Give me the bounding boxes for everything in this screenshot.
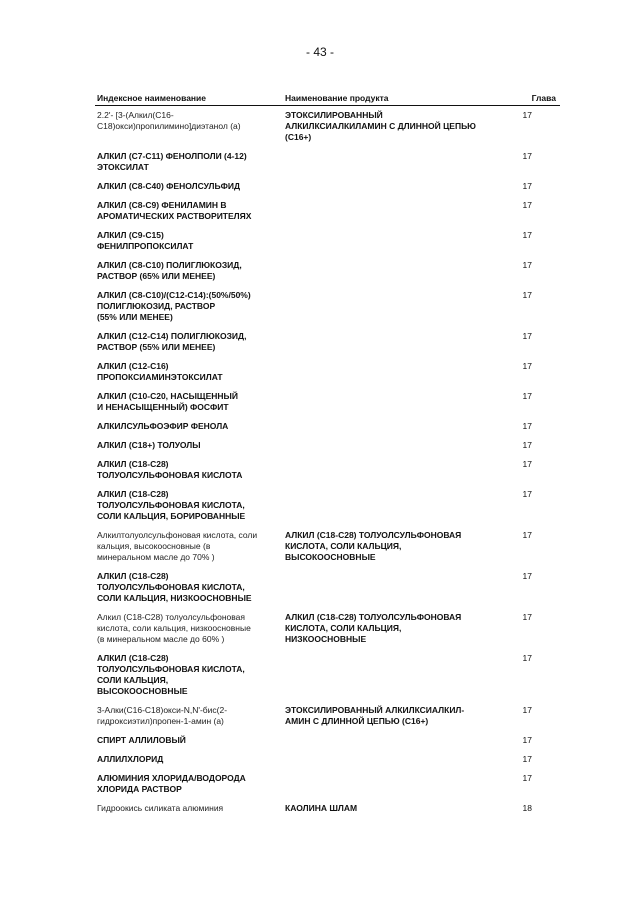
table-row bbox=[95, 803, 560, 822]
index-name-line: 3-Алки(С16-С18)окси-N,N'-бис(2- bbox=[97, 705, 228, 715]
product-name-line: ВЫСОКООСНОВНЫЕ bbox=[285, 552, 376, 562]
table-row bbox=[95, 754, 560, 773]
index-name-cell bbox=[97, 489, 277, 522]
index-name-line: минеральном масле до 70% ) bbox=[97, 552, 215, 562]
index-name-line: ТОЛУОЛСУЛЬФОНОВАЯ КИСЛОТА, bbox=[97, 582, 245, 592]
index-name-cell bbox=[97, 181, 277, 192]
product-name-line: ЭТОКСИЛИРОВАННЫЙ АЛКИЛКСИАЛКИЛ- bbox=[285, 705, 465, 715]
table-body bbox=[95, 110, 560, 822]
chapter-cell: 17 bbox=[522, 530, 532, 540]
table-row bbox=[95, 260, 560, 290]
index-name-cell bbox=[97, 361, 277, 383]
product-name-line: НИЗКООСНОВНЫЕ bbox=[285, 634, 367, 644]
product-name-cell bbox=[285, 530, 495, 563]
chapter-cell: 17 bbox=[522, 489, 532, 499]
index-name-line: кальция, высокоосновные (в bbox=[97, 541, 211, 551]
product-name-cell bbox=[285, 110, 495, 143]
chapter-cell: 17 bbox=[522, 440, 532, 450]
chapter-cell: 17 bbox=[522, 421, 532, 431]
index-name-line: АЛКИЛ (С9-С15) bbox=[97, 230, 164, 240]
chapter-cell: 17 bbox=[522, 773, 532, 783]
product-name-cell bbox=[285, 803, 495, 814]
index-name-cell bbox=[97, 440, 277, 451]
index-name-line: 2.2'- [3-(Алкил(С16- bbox=[97, 110, 174, 120]
index-name-line: АЛКИЛ (С8-С10) ПОЛИГЛЮКОЗИД, bbox=[97, 260, 242, 270]
index-name-cell bbox=[97, 773, 277, 795]
index-name-cell bbox=[97, 260, 277, 282]
table-row bbox=[95, 440, 560, 459]
table-row bbox=[95, 459, 560, 489]
index-name-line: РАСТВОР (55% ИЛИ МЕНЕЕ) bbox=[97, 342, 216, 352]
chapter-cell: 17 bbox=[522, 391, 532, 401]
index-name-line: СОЛИ КАЛЬЦИЯ, bbox=[97, 675, 169, 685]
index-name-line: АЛКИЛ (С10-С20, НАСЫЩЕННЫЙ bbox=[97, 391, 238, 401]
index-name-line: Гидроокись силиката алюминия bbox=[97, 803, 224, 813]
table-row bbox=[95, 151, 560, 181]
index-name-line: АЛКИЛ (С18-С28) bbox=[97, 571, 169, 581]
index-name-line: ХЛОРИДА РАСТВОР bbox=[97, 784, 182, 794]
chapter-cell: 18 bbox=[522, 803, 532, 813]
chapter-cell: 17 bbox=[522, 653, 532, 663]
table-row bbox=[95, 200, 560, 230]
product-name-line: АЛКИЛ (С18-С28) ТОЛУОЛСУЛЬФОНОВАЯ bbox=[285, 530, 462, 540]
index-name-line: (в минеральном масле до 60% ) bbox=[97, 634, 225, 644]
index-name-line: гидроксиэтил)пропен-1-амин (а) bbox=[97, 716, 224, 726]
product-name-line: (С16+) bbox=[285, 132, 312, 142]
chapter-cell: 17 bbox=[522, 735, 532, 745]
table-row bbox=[95, 181, 560, 200]
index-name-line: СПИРТ АЛЛИЛОВЫЙ bbox=[97, 735, 186, 745]
table-row bbox=[95, 571, 560, 612]
chapter-cell: 17 bbox=[522, 230, 532, 240]
index-name-line: АЛКИЛ (С7-С11) ФЕНОЛПОЛИ (4-12) bbox=[97, 151, 247, 161]
product-name-line: КИСЛОТА, СОЛИ КАЛЬЦИЯ, bbox=[285, 623, 402, 633]
index-name-cell bbox=[97, 391, 277, 413]
index-name-line: кислота, соли кальция, низкоосновные bbox=[97, 623, 251, 633]
index-name-cell bbox=[97, 754, 277, 765]
chapter-cell: 17 bbox=[522, 571, 532, 581]
chapter-cell: 17 bbox=[522, 331, 532, 341]
index-name-cell bbox=[97, 290, 277, 323]
chapter-cell: 17 bbox=[522, 459, 532, 469]
index-name-line: АЛЮМИНИЯ ХЛОРИДА/ВОДОРОДА bbox=[97, 773, 246, 783]
index-name-line: И НЕНАСЫЩЕННЫЙ) ФОСФИТ bbox=[97, 402, 229, 412]
index-name-cell bbox=[97, 530, 277, 563]
index-name-cell bbox=[97, 151, 277, 173]
index-name-cell bbox=[97, 653, 277, 697]
index-name-line: АЛКИЛ (С8-С10)/(С12-С14):(50%/50%) bbox=[97, 290, 251, 300]
chapter-cell: 17 bbox=[522, 705, 532, 715]
table-row bbox=[95, 391, 560, 421]
table-row bbox=[95, 735, 560, 754]
product-name-line: АЛКИЛКСИАЛКИЛАМИН С ДЛИННОЙ ЦЕПЬЮ bbox=[285, 121, 476, 131]
index-name-line: РАСТВОР (65% ИЛИ МЕНЕЕ) bbox=[97, 271, 216, 281]
index-name-line: ТОЛУОЛСУЛЬФОНОВАЯ КИСЛОТА, bbox=[97, 500, 245, 510]
index-name-line: Алкил (С18-С28) толуолсульфоновая bbox=[97, 612, 245, 622]
index-name-cell bbox=[97, 612, 277, 645]
index-name-cell bbox=[97, 110, 277, 132]
index-name-line: АЛКИЛ (С18-С28) bbox=[97, 489, 169, 499]
chapter-cell: 17 bbox=[522, 290, 532, 300]
index-name-line: ЭТОКСИЛАТ bbox=[97, 162, 149, 172]
chapter-cell: 17 bbox=[522, 754, 532, 764]
chapter-cell: 17 bbox=[522, 361, 532, 371]
product-name-line: КАОЛИНА ШЛАМ bbox=[285, 803, 358, 813]
index-name-cell bbox=[97, 735, 277, 746]
table-row bbox=[95, 773, 560, 803]
index-name-line: АЛКИЛСУЛЬФОЭФИР ФЕНОЛА bbox=[97, 421, 229, 431]
index-name-line: ВЫСОКООСНОВНЫЕ bbox=[97, 686, 188, 696]
index-name-line: АЛЛИЛХЛОРИД bbox=[97, 754, 164, 764]
chapter-cell: 17 bbox=[522, 612, 532, 622]
table-header bbox=[95, 91, 560, 106]
table-row bbox=[95, 530, 560, 571]
index-name-line: АЛКИЛ (С8-С40) ФЕНОЛСУЛЬФИД bbox=[97, 181, 241, 191]
index-name-line: АЛКИЛ (С12-С16) bbox=[97, 361, 169, 371]
index-name-cell bbox=[97, 571, 277, 604]
chapter-cell: 17 bbox=[522, 181, 532, 191]
index-name-cell bbox=[97, 230, 277, 252]
index-name-line: АЛКИЛ (С18-С28) bbox=[97, 459, 169, 469]
index-name-line: (55% ИЛИ МЕНЕЕ) bbox=[97, 312, 173, 322]
product-name-line: КИСЛОТА, СОЛИ КАЛЬЦИЯ, bbox=[285, 541, 402, 551]
index-name-line: ТОЛУОЛСУЛЬФОНОВАЯ КИСЛОТА bbox=[97, 470, 243, 480]
index-name-line: АЛКИЛ (С12-С14) ПОЛИГЛЮКОЗИД, bbox=[97, 331, 247, 341]
product-name-line: АЛКИЛ (С18-С28) ТОЛУОЛСУЛЬФОНОВАЯ bbox=[285, 612, 462, 622]
product-name-cell bbox=[285, 612, 495, 645]
index-name-cell bbox=[97, 803, 277, 814]
table-row bbox=[95, 612, 560, 653]
index-name-line: СОЛИ КАЛЬЦИЯ, НИЗКООСНОВНЫЕ bbox=[97, 593, 252, 603]
product-name-cell bbox=[285, 705, 495, 727]
header-index-name: Индексное наименование bbox=[97, 93, 207, 103]
header-chapter: Глава bbox=[531, 93, 556, 103]
chapter-cell: 17 bbox=[522, 260, 532, 270]
index-name-line: АЛКИЛ (С8-С9) ФЕНИЛАМИН В bbox=[97, 200, 227, 210]
chapter-cell: 17 bbox=[522, 200, 532, 210]
index-name-cell bbox=[97, 705, 277, 727]
table-row bbox=[95, 653, 560, 705]
index-name-line: Алкилтолуолсульфоновая кислота, соли bbox=[97, 530, 258, 540]
table-row bbox=[95, 489, 560, 530]
product-name-line: ЭТОКСИЛИРОВАННЫЙ bbox=[285, 110, 383, 120]
index-name-cell bbox=[97, 331, 277, 353]
table-row bbox=[95, 705, 560, 735]
index-name-line: ПРОПОКСИАМИНЭТОКСИЛАТ bbox=[97, 372, 223, 382]
product-name-line: АМИН С ДЛИННОЙ ЦЕПЬЮ (С16+) bbox=[285, 716, 429, 726]
index-name-line: С18)окси)пропилимино]диэтанол (а) bbox=[97, 121, 241, 131]
index-name-cell bbox=[97, 459, 277, 481]
chapter-cell: 17 bbox=[522, 151, 532, 161]
index-name-line: АРОМАТИЧЕСКИХ РАСТВОРИТЕЛЯХ bbox=[97, 211, 252, 221]
page-number: - 43 - bbox=[305, 45, 334, 59]
index-name-line: ТОЛУОЛСУЛЬФОНОВАЯ КИСЛОТА, bbox=[97, 664, 245, 674]
table-row bbox=[95, 110, 560, 151]
header-product-name: Наименование продукта bbox=[285, 93, 389, 103]
index-name-line: АЛКИЛ (С18+) ТОЛУОЛЫ bbox=[97, 440, 201, 450]
table-row bbox=[95, 421, 560, 440]
index-name-line: ПОЛИГЛЮКОЗИД, РАСТВОР bbox=[97, 301, 216, 311]
index-name-line: ФЕНИЛПРОПОКСИЛАТ bbox=[97, 241, 194, 251]
index-name-line: АЛКИЛ (С18-С28) bbox=[97, 653, 169, 663]
table-row bbox=[95, 230, 560, 260]
index-name-cell bbox=[97, 200, 277, 222]
chapter-cell: 17 bbox=[522, 110, 532, 120]
table-row bbox=[95, 331, 560, 361]
index-name-cell bbox=[97, 421, 277, 432]
table-row bbox=[95, 290, 560, 331]
table-row bbox=[95, 361, 560, 391]
index-name-line: СОЛИ КАЛЬЦИЯ, БОРИРОВАННЫЕ bbox=[97, 511, 246, 521]
